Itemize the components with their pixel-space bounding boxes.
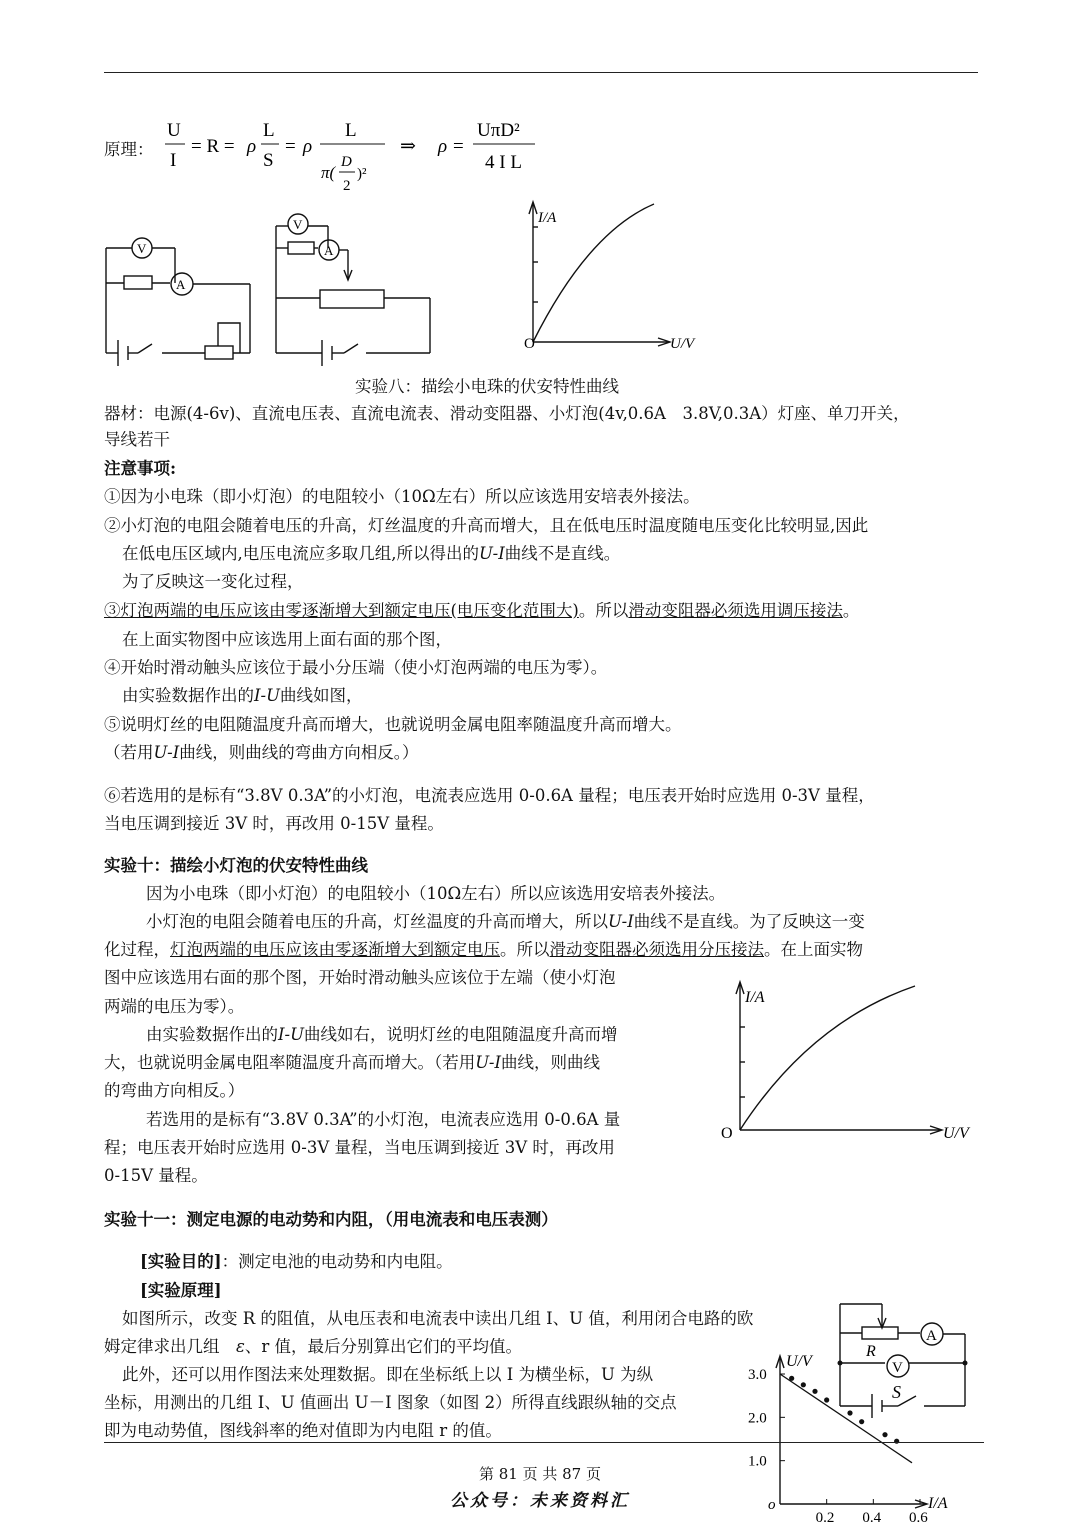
svg-text:S: S — [263, 150, 274, 171]
resistivity-formula — [155, 112, 575, 202]
data-point — [812, 1389, 817, 1394]
y-tick-label: 1.0 — [748, 1453, 767, 1470]
exp10-p4b: 程；电压表开始时应选用 0-3V 量程，当电压调到接近 3V 时，再改用 — [104, 1138, 615, 1157]
notes-title: 注意事项: — [104, 459, 177, 478]
svg-text:O: O — [721, 1125, 733, 1142]
x-tick-label: 0.4 — [862, 1510, 882, 1526]
experiment-11-title: 实验十一：测定电源的电动势和内阻，（用电流表和电压表测） — [104, 1210, 558, 1229]
exp10-p3c: 的弯曲方向相反。） — [104, 1081, 245, 1100]
iu-curve-graph-1 — [518, 192, 708, 362]
note-3b: 在上面实物图中应该选用上面右面的那个图， — [122, 630, 452, 649]
svg-text:L: L — [345, 120, 357, 141]
header-rule — [104, 72, 978, 73]
exp10-p4c: 0-15V 量程。 — [104, 1166, 208, 1185]
svg-text:V: V — [137, 241, 147, 256]
svg-text:π(: π( — [321, 163, 336, 182]
exp10-p2a: 小灯泡的电阻会随着电压的升高，灯丝温度的升高而增大，所以U-I曲线不是直线。为了反映这一变 — [146, 912, 865, 931]
exp10-p3a: 由实验数据作出的I-U曲线如右，说明灯丝的电阻随温度升高而增 — [146, 1025, 618, 1044]
data-point — [824, 1397, 829, 1402]
svg-text:)²: )² — [357, 166, 367, 182]
svg-text:ρ: ρ — [247, 136, 257, 157]
note-6b: 当电压调到接近 3V 时，再改用 0-15V 量程。 — [104, 814, 444, 833]
svg-text:A: A — [324, 243, 334, 258]
note-2b: 在低电压区域内,电压电流应多取几组,所以得出的U-I曲线不是直线。 — [122, 544, 621, 563]
svg-text:=: = — [453, 136, 464, 157]
exp11-p1a: 如图所示，改变 R 的阻值，从电压表和电流表中读出几组 I、U 值，利用闭合电路的欧 — [122, 1309, 754, 1328]
svg-text:4 I L: 4 I L — [485, 152, 522, 173]
x-tick-label: 0.6 — [909, 1510, 928, 1526]
exp11-p1b: 姆定律求出几组 ε、r 值，最后分别算出它们的平均值。 — [104, 1337, 522, 1356]
experiment-8-caption: 实验八：描绘小电珠的伏安特性曲线 — [355, 377, 619, 396]
data-point — [801, 1382, 806, 1387]
experiment-10-title: 实验十：描绘小灯泡的伏安特性曲线 — [104, 856, 368, 875]
origin-label: o — [768, 1497, 776, 1513]
footer-rule — [104, 1442, 984, 1443]
exp11-purpose: [实验目的]：测定电池的电动势和内电阻。 — [140, 1252, 453, 1271]
svg-text:U/V: U/V — [943, 1125, 969, 1142]
svg-text:D: D — [341, 154, 352, 170]
svg-text:A: A — [176, 277, 186, 292]
exp11-p2b: 坐标，用测出的几组 I、U 值画出 U－I 图象（如图 2）所得直线跟纵轴的交点 — [104, 1393, 677, 1412]
equipment-line-1: 器材：电源(4-6v)、直流电压表、直流电流表、滑动变阻器、小灯泡(4v,0.6A 3.8V,0.3A）灯座、单刀开关， — [104, 404, 910, 423]
exp10-p2b: 化过程，灯泡两端的电压应该由零逐渐增大到额定电压。所以滑动变阻器必须选用分压接法。在上面实物 — [104, 940, 863, 959]
iu-curve-graph-2 — [715, 972, 980, 1147]
exp10-p1: 因为小电珠（即小灯泡）的电阻较小（10Ω左右）所以应该选用安培表外接法。 — [146, 884, 726, 903]
exp11-p2a: 此外，还可以用作图法来处理数据。即在坐标纸上以 I 为横坐标，U 为纵 — [122, 1365, 654, 1384]
svg-text:I/A: I/A — [538, 210, 557, 226]
svg-text:= R =: = R = — [191, 136, 235, 157]
note-4b: 由实验数据作出的I-U曲线如图， — [122, 686, 363, 705]
x-tick-label: 0.2 — [815, 1510, 835, 1526]
note-6a: ⑥若选用的是标有“3.8V 0.3A”的小灯泡，电流表应选用 0-0.6A 量程；电压表开始时应选用 0-3V 量程， — [104, 786, 875, 805]
exp10-p3b: 大，也就说明金属电阻率随温度升高而增大。（若用U-I曲线，则曲线 — [104, 1053, 600, 1072]
svg-text:A: A — [926, 1328, 937, 1344]
circuit-diagram-external — [100, 228, 260, 368]
note-2a: ②小灯泡的电阻会随着电压的升高，灯丝温度的升高而增大，且在低电压时温度随电压变化比较明显,因此 — [104, 516, 869, 535]
svg-text:O: O — [524, 336, 535, 352]
svg-text:U: U — [167, 120, 181, 141]
svg-text:U/V: U/V — [670, 336, 695, 352]
svg-text:S: S — [892, 1382, 901, 1402]
note-3: ③灯泡两端的电压应该由零逐渐增大到额定电压(电压变化范围大)。所以滑动变阻器必须选用调压接法。 — [104, 601, 860, 620]
svg-text:R: R — [866, 1343, 876, 1360]
svg-text:I/A: I/A — [745, 989, 765, 1006]
data-point — [882, 1432, 887, 1437]
exp11-p2c: 即为电动势值，图线斜率的绝对值即为内电阻 r 的值。 — [104, 1421, 502, 1440]
note-1: ①因为小电珠（即小灯泡）的电阻较小（10Ω左右）所以应该选用安培表外接法。 — [104, 487, 700, 506]
note-2c: 为了反映这一变化过程， — [122, 572, 304, 591]
x-axis-label: I/A — [928, 1495, 948, 1512]
svg-text:=: = — [285, 136, 296, 157]
page-number: 第 81 页 共 87 页 — [478, 1465, 601, 1483]
data-point — [847, 1410, 852, 1415]
svg-text:V: V — [293, 217, 303, 232]
y-tick-label: 2.0 — [748, 1410, 767, 1427]
svg-text:ρ: ρ — [303, 136, 313, 157]
principle-label: 原理： — [104, 140, 154, 159]
svg-text:UπD²: UπD² — [477, 120, 520, 141]
y-tick-label: 3.0 — [748, 1367, 767, 1383]
svg-text:ρ: ρ — [438, 136, 448, 157]
svg-text:I: I — [170, 150, 177, 171]
svg-text:V: V — [892, 1360, 903, 1376]
brand-watermark: 公众号：未来资料汇 — [450, 1491, 630, 1511]
exp10-p2d: 两端的电压为零）。 — [104, 997, 245, 1016]
svg-text:2: 2 — [343, 178, 351, 194]
note-5b: （若用U-I曲线，则曲线的弯曲方向相反。） — [104, 743, 419, 762]
exp11-principle-label: [实验原理] — [140, 1281, 222, 1300]
equipment-line-2: 导线若干 — [104, 430, 170, 449]
circuit-diagram-divider — [270, 208, 440, 368]
svg-text:L: L — [263, 120, 275, 141]
note-4: ④开始时滑动触头应该位于最小分压端（使小灯泡两端的电压为零）。 — [104, 658, 608, 677]
svg-text:⇒: ⇒ — [400, 136, 416, 157]
exp10-p4a: 若选用的是标有“3.8V 0.3A”的小灯泡，电流表应选用 0-0.6A 量 — [146, 1110, 621, 1129]
fit-line — [780, 1374, 912, 1463]
y-axis-label: U/V — [786, 1353, 812, 1370]
exp10-p2c: 图中应该选用右面的那个图，开始时滑动触头应该位于左端（使小灯泡 — [104, 968, 616, 987]
note-5: ⑤说明灯丝的电阻随温度升高而增大，也就说明金属电阻率随温度升高而增大。 — [104, 715, 682, 734]
data-point — [859, 1419, 864, 1424]
